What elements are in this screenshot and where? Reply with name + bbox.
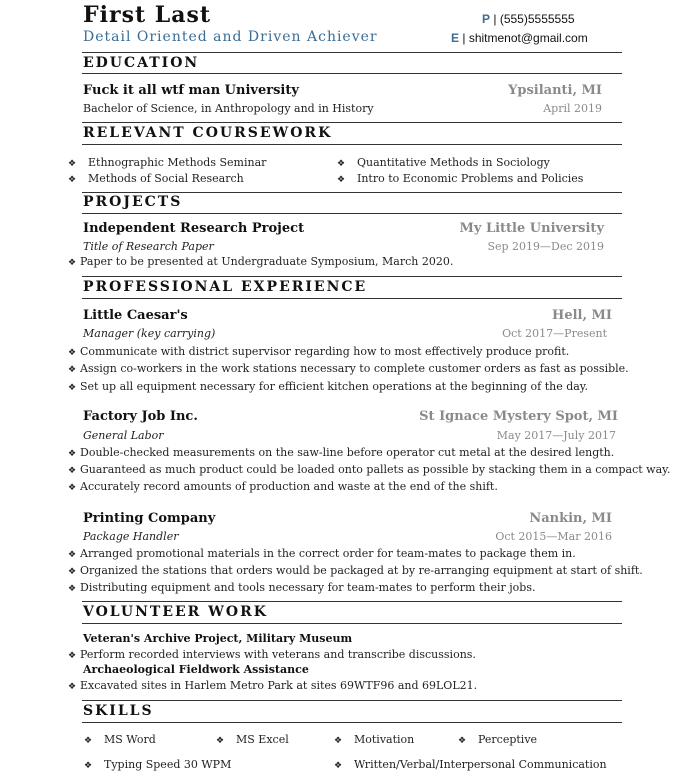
skill-item: ❖ Perceptive [458, 733, 538, 746]
email-label: E [451, 31, 460, 45]
section-divider [82, 192, 622, 193]
job-date: Oct 2017—Present [502, 327, 607, 340]
volunteer-bullet: ❖ Perform recorded interviews with veterans and transcribe discussions. [68, 648, 476, 661]
job-company: Printing Company [83, 511, 216, 526]
volunteer-heading: VOLUNTEER WORK [83, 604, 268, 620]
job-company: Factory Job Inc. [83, 409, 198, 424]
skill-item: ❖ MS Word [84, 733, 156, 746]
diamond-bullet-icon: ❖ [68, 383, 77, 393]
coursework-item: ❖ Quantitative Methods in Sociology [337, 156, 550, 169]
diamond-bullet-icon: ❖ [337, 175, 346, 185]
job-bullet: ❖ Double-checked measurements on the saw-line before operator cut metal at the desired length. [68, 446, 615, 459]
job-company: Little Caesar's [83, 308, 188, 323]
job-bullet: ❖ Assign co-workers in the work stations necessary to complete customer orders as fast as possible. [68, 362, 629, 375]
diamond-bullet-icon: ❖ [334, 736, 343, 746]
project-bullet: ❖ Paper to be presented at Undergraduate Symposium, March 2020. [68, 255, 454, 268]
diamond-bullet-icon: ❖ [334, 761, 343, 771]
diamond-bullet-icon: ❖ [68, 466, 77, 476]
section-divider [82, 700, 622, 701]
section-divider [82, 298, 622, 299]
job-role: General Labor [83, 429, 164, 442]
diamond-bullet-icon: ❖ [68, 365, 77, 375]
skill-item: ❖ Typing Speed 30 WPM [84, 758, 232, 771]
phone-separator: | [493, 12, 497, 26]
experience-heading: PROFESSIONAL EXPERIENCE [83, 279, 368, 295]
diamond-bullet-icon: ❖ [68, 483, 77, 493]
email-line [451, 31, 588, 45]
diamond-bullet-icon: ❖ [84, 736, 93, 746]
projects-heading: PROJECTS [83, 194, 183, 210]
section-divider [82, 623, 622, 624]
diamond-bullet-icon: ❖ [68, 348, 77, 358]
section-divider [82, 144, 622, 145]
diamond-bullet-icon: ❖ [68, 682, 77, 692]
resume-name: First Last [83, 2, 212, 28]
diamond-bullet-icon: ❖ [68, 584, 77, 594]
diamond-bullet-icon: ❖ [68, 567, 77, 577]
phone-line [482, 12, 575, 26]
diamond-bullet-icon: ❖ [68, 651, 77, 661]
volunteer-org: Veteran's Archive Project, Military Museum [83, 632, 353, 645]
section-divider [82, 73, 622, 74]
email-separator: | [462, 31, 466, 45]
job-date: May 2017—July 2017 [496, 429, 616, 442]
skill-item: ❖ MS Excel [216, 733, 289, 746]
diamond-bullet-icon: ❖ [68, 175, 77, 185]
education-heading: EDUCATION [83, 55, 200, 71]
diamond-bullet-icon: ❖ [458, 736, 467, 746]
project-location: My Little University [459, 221, 604, 236]
skills-heading: SKILLS [83, 703, 154, 719]
job-bullet: ❖ Distributing equipment and tools necessary for team-mates to perform their jobs. [68, 581, 536, 594]
job-bullet: ❖ Arranged promotional materials in the correct order for team-mates to package them in. [68, 547, 576, 560]
coursework-heading: RELEVANT COURSEWORK [83, 125, 333, 141]
job-bullet: ❖ Communicate with district supervisor regarding how to most effectively produce profit. [68, 345, 570, 358]
job-role: Manager (key carrying) [83, 327, 216, 340]
job-bullet: ❖ Set up all equipment necessary for efficient kitchen operations at the beginning of the day. [68, 380, 589, 393]
coursework-item: ❖ Methods of Social Research [68, 172, 244, 185]
job-location: St Ignace Mystery Spot, MI [419, 409, 618, 424]
job-bullet: ❖ Accurately record amounts of production and waste at the end of the shift. [68, 480, 498, 493]
diamond-bullet-icon: ❖ [337, 159, 346, 169]
job-bullet: ❖ Organized the stations that orders would be packaged at by re-arranging equipment at start of shift. [68, 564, 643, 577]
section-divider [82, 52, 622, 53]
diamond-bullet-icon: ❖ [216, 736, 225, 746]
job-location: Nankin, MI [529, 511, 612, 526]
diamond-bullet-icon: ❖ [68, 449, 77, 459]
education-school: Fuck it all wtf man University [83, 83, 299, 98]
volunteer-org: Archaeological Fieldwork Assistance [83, 663, 309, 676]
section-divider [82, 601, 622, 602]
education-degree: Bachelor of Science, in Anthropology and in History [83, 102, 374, 115]
job-role: Package Handler [83, 530, 179, 543]
phone-number: (555)5555555 [499, 12, 575, 26]
diamond-bullet-icon: ❖ [84, 761, 93, 771]
education-date: April 2019 [543, 102, 602, 115]
email-address: shitmenot@gmail.com [468, 31, 588, 45]
diamond-bullet-icon: ❖ [68, 159, 77, 169]
coursework-item: ❖ Ethnographic Methods Seminar [68, 156, 267, 169]
job-bullet: ❖ Guaranteed as much product could be loaded onto pallets as possible by stacking them in a compact way. [68, 463, 671, 476]
section-divider [82, 276, 622, 277]
skill-item: ❖ Written/Verbal/Interpersonal Communication [334, 758, 607, 771]
diamond-bullet-icon: ❖ [68, 550, 77, 560]
section-divider [82, 122, 622, 123]
resume-tagline: Detail Oriented and Driven Achiever [83, 29, 378, 45]
coursework-item: ❖ Intro to Economic Problems and Policies [337, 172, 584, 185]
diamond-bullet-icon: ❖ [68, 258, 77, 268]
project-title: Independent Research Project [83, 221, 305, 236]
skill-item: ❖ Motivation [334, 733, 415, 746]
section-divider [82, 722, 622, 723]
phone-label: P [482, 12, 491, 26]
job-date: Oct 2015—Mar 2016 [495, 530, 612, 543]
project-date: Sep 2019—Dec 2019 [487, 240, 604, 253]
education-location: Ypsilanti, MI [508, 83, 602, 98]
volunteer-bullet: ❖ Excavated sites in Harlem Metro Park at sites 69WTF96 and 69LOL21. [68, 679, 478, 692]
section-divider [82, 213, 622, 214]
job-location: Hell, MI [552, 308, 612, 323]
project-subtitle: Title of Research Paper [83, 240, 214, 253]
